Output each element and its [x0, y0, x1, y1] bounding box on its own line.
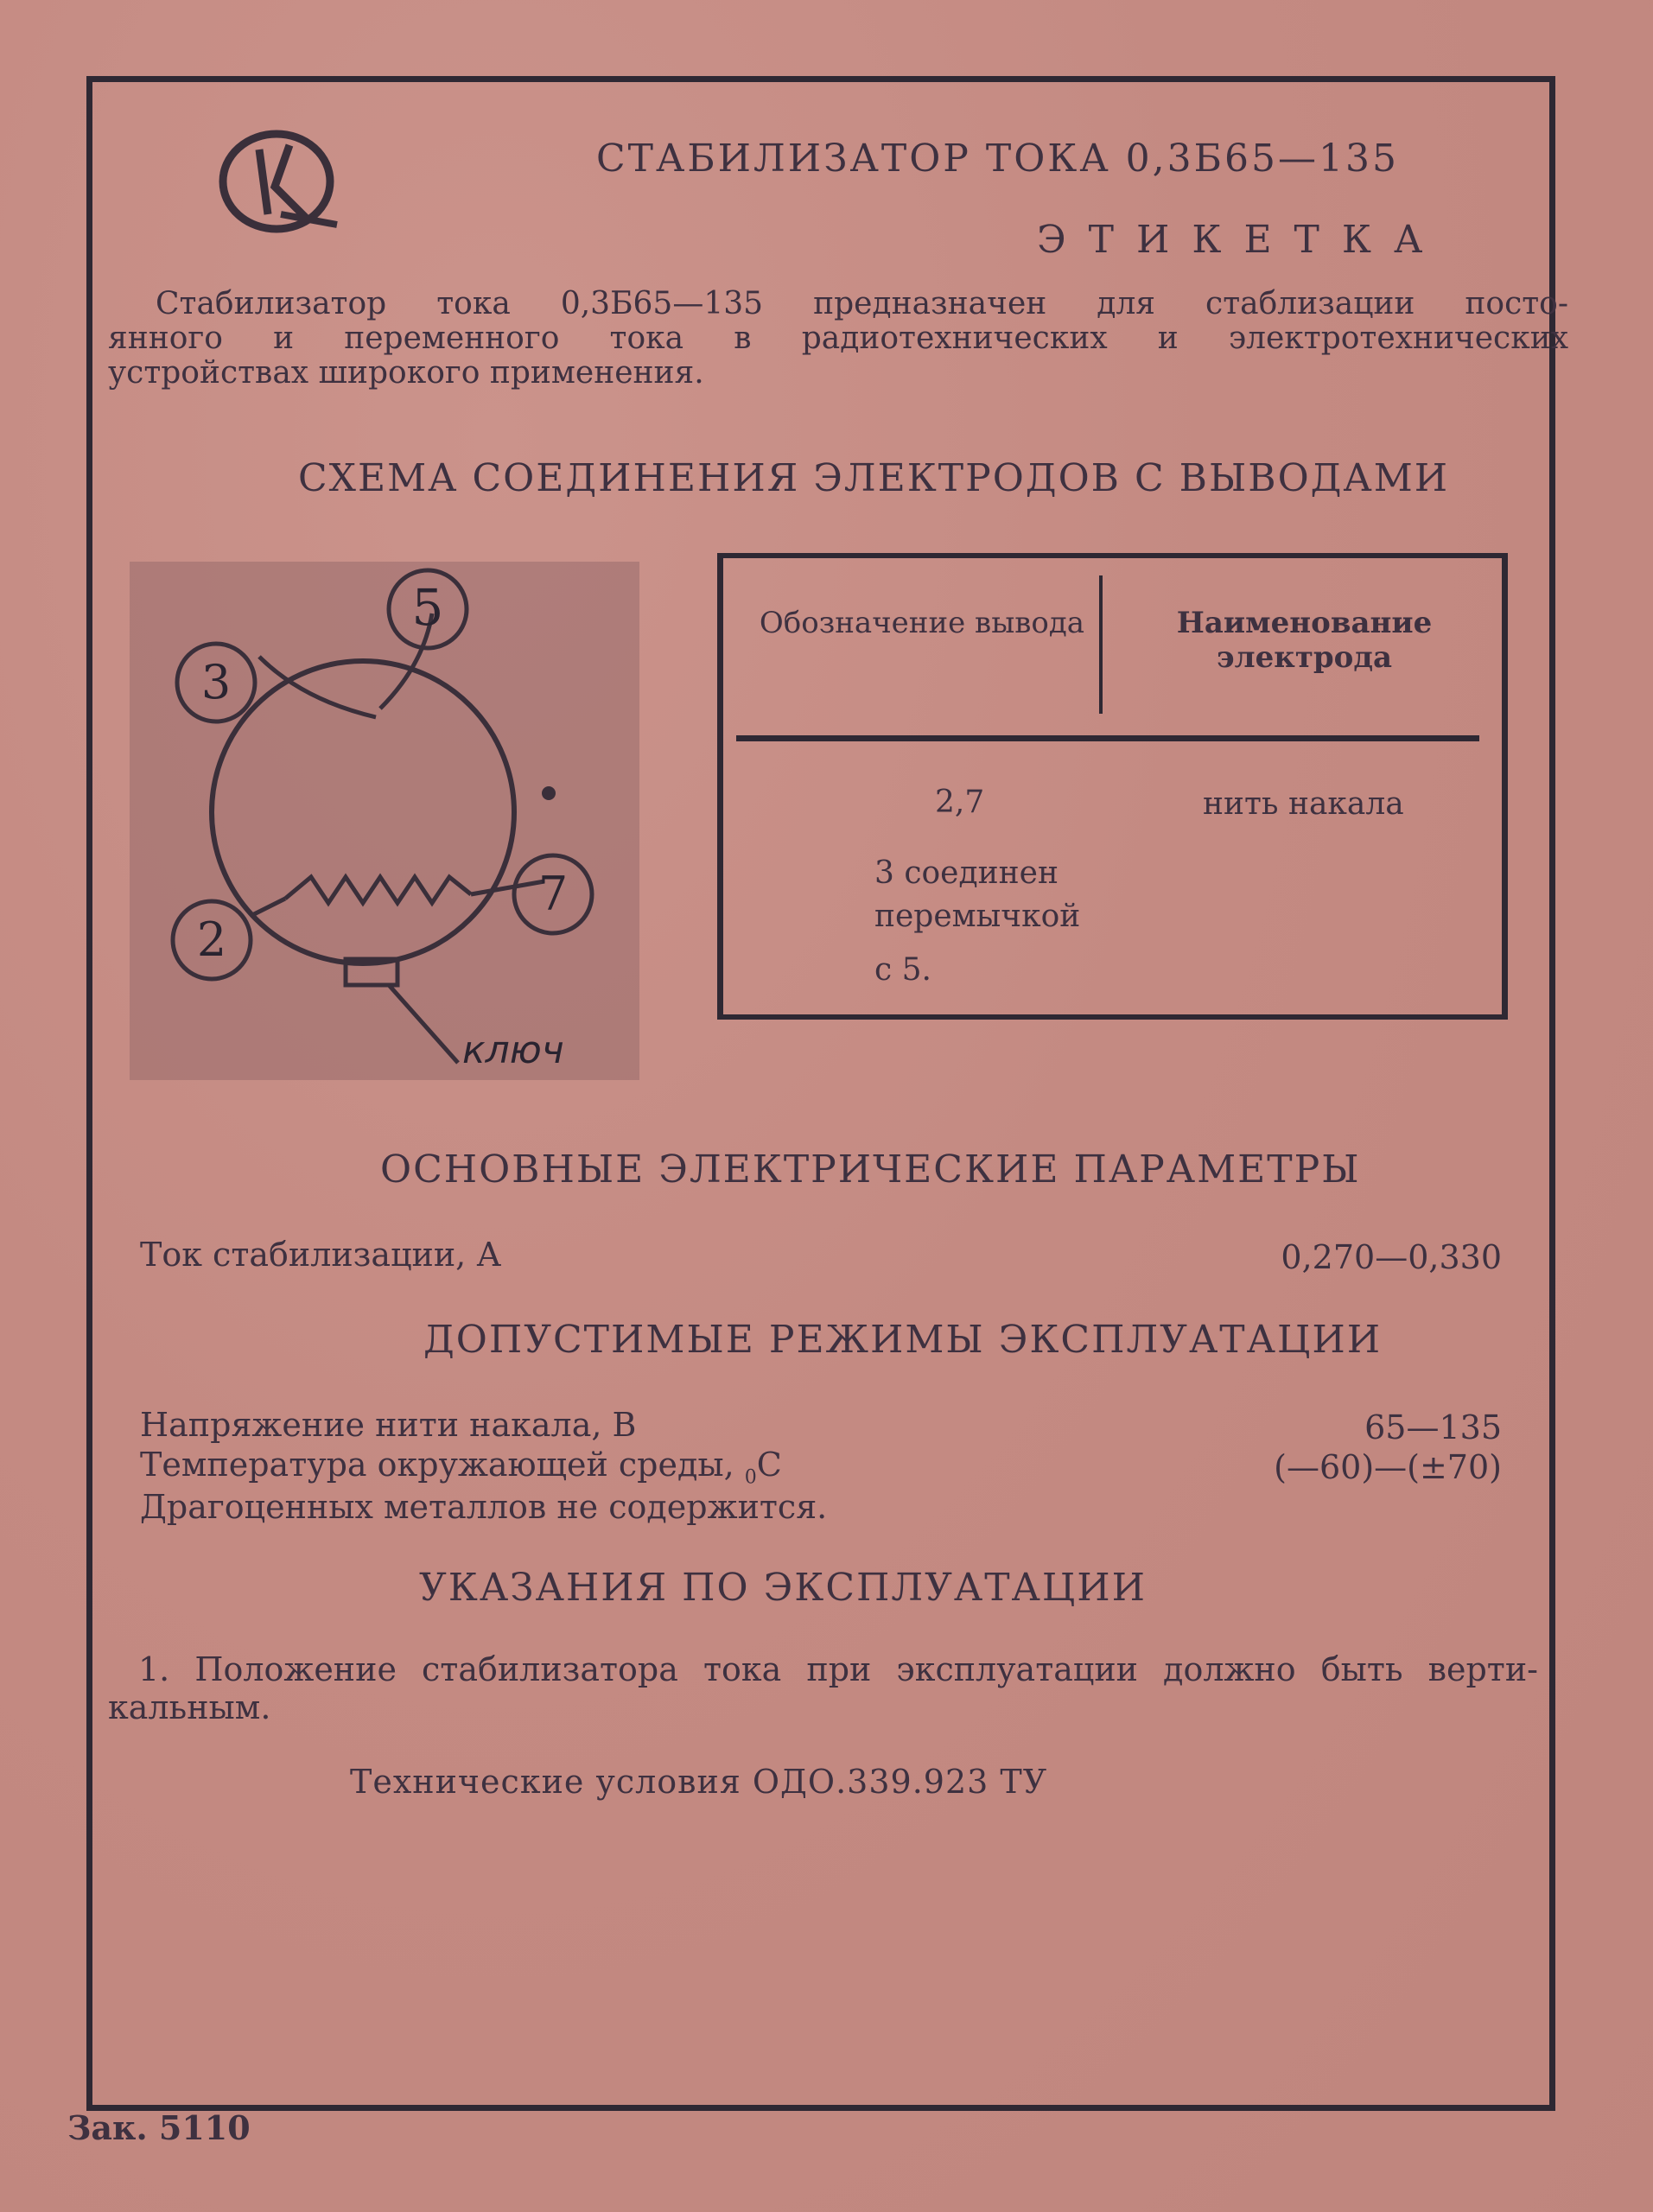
pin-note: [874, 852, 1116, 992]
temperature-label-text: Температура окружающей среды,: [140, 1446, 734, 1484]
pin-label: 5: [411, 578, 444, 637]
pin-note-line: с 5.: [874, 952, 931, 988]
pin-note-line: перемычкой: [874, 899, 1081, 934]
pin-label: 7: [537, 867, 569, 921]
current-value: 0,270—0,330: [1281, 1238, 1502, 1276]
document-title: СТАБИЛИЗАТОР ТОКА 0,3Б65—135: [596, 137, 1399, 181]
pin-label: 3: [200, 655, 232, 709]
instruction-item: [108, 1650, 1538, 1726]
modes-heading: ДОПУСТИМЫЕ РЕЖИМЫ ЭКСПЛУАТАЦИИ: [423, 1318, 1383, 1362]
table-divider: [1099, 575, 1103, 714]
intro-line: устройствах широкого применения.: [108, 355, 704, 391]
temperature-unit-sub: 0: [744, 1466, 757, 1489]
intro-paragraph: [108, 287, 1568, 391]
pin-note-line: 3 соединен: [874, 855, 1059, 891]
voltage-value: 65—135: [1364, 1408, 1502, 1446]
scheme-heading: СХЕМА СОЕДИНЕНИЯ ЭЛЕКТРОДОВ С ВЫВОДАМИ: [298, 456, 1450, 500]
technical-spec: Технические условия ОДО.339.923 ТУ: [350, 1763, 1048, 1801]
instruction-line: кальным.: [108, 1688, 271, 1726]
col-header-pin: Обозначение вывода: [759, 606, 1085, 640]
temperature-label: [140, 1446, 782, 1489]
temperature-value: (—60)—(±70): [1274, 1448, 1502, 1486]
pinout-diagram: [130, 562, 639, 1080]
instruction-line: 1. Положение стабилизатора тока при эксплуатации должно быть верти-: [138, 1650, 1538, 1688]
metals-note: Драгоценных металлов не содержится.: [140, 1488, 828, 1526]
pin-table: [717, 553, 1508, 1020]
key-label: ключ: [462, 1028, 564, 1072]
intro-line: Стабилизатор тока 0,3Б65—135 предназначен для стаблизации посто-: [156, 286, 1568, 321]
pin-numbers: 2,7: [935, 785, 985, 820]
order-number: Зак. 5110: [67, 2108, 251, 2147]
params-heading: ОСНОВНЫЕ ЭЛЕКТРИЧЕСКИЕ ПАРАМЕТРЫ: [380, 1147, 1361, 1192]
temperature-unit: С: [756, 1446, 782, 1484]
document-label: ЭТИКЕТКА: [1037, 218, 1446, 262]
electrode-name: нить накала: [1203, 786, 1404, 822]
tk-stamp: [207, 111, 354, 249]
table-divider: [736, 735, 1479, 741]
current-label: Ток стабилизации, А: [140, 1236, 502, 1274]
col-header-electrode: Наименование электрода: [1176, 606, 1433, 675]
voltage-label: Напряжение нити накала, В: [140, 1406, 637, 1444]
instructions-heading: УКАЗАНИЯ ПО ЭКСПЛУАТАЦИИ: [419, 1566, 1147, 1610]
intro-line: янного и переменного тока в радиотехнических и электротехнических: [108, 321, 1568, 356]
pin-label: 2: [196, 912, 227, 967]
